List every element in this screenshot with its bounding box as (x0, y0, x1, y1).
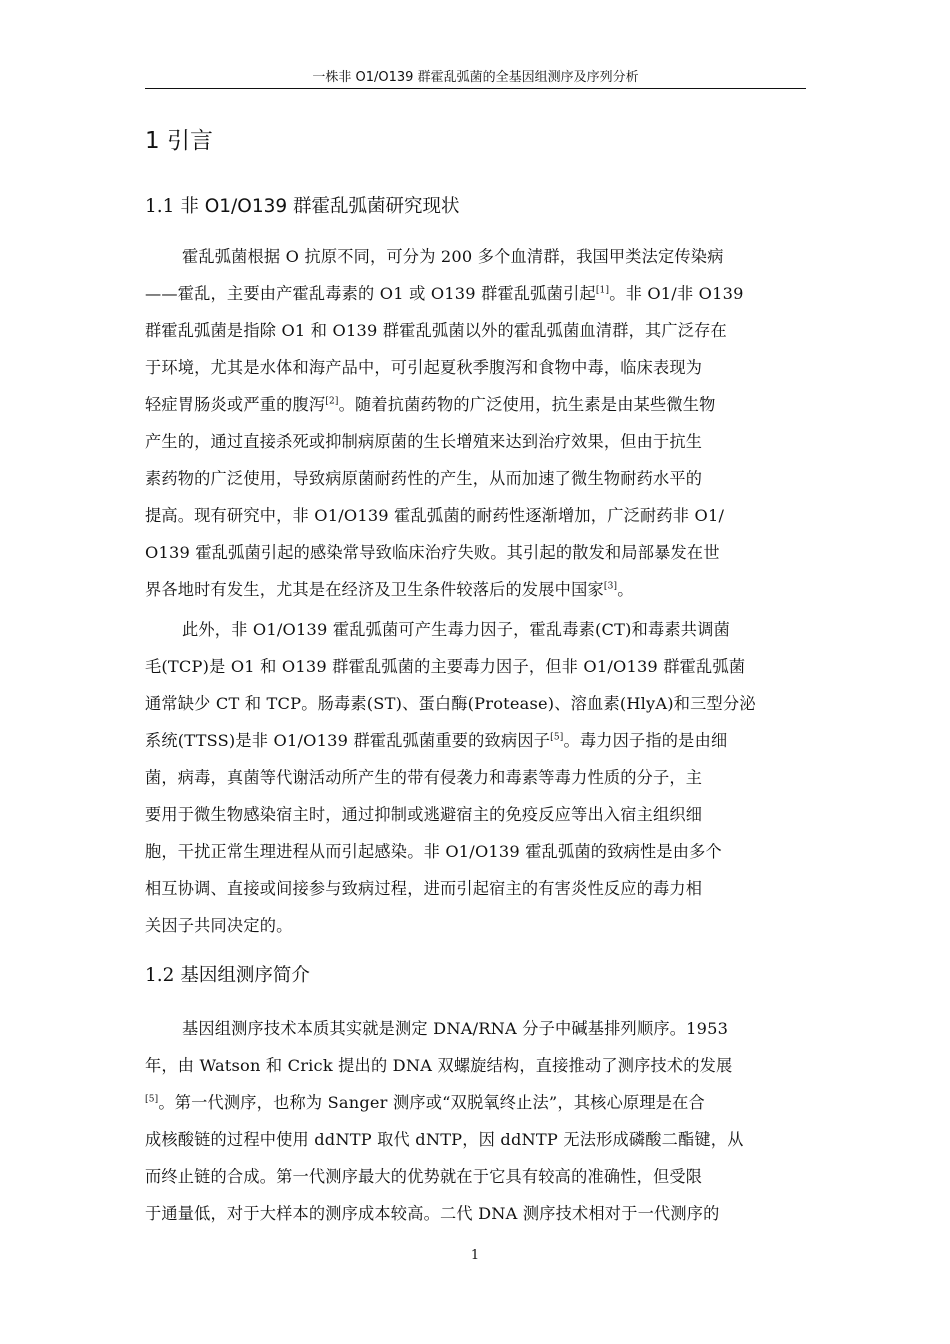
line-text: ——霍乱，主要由产霍乱毒素的 O1 或 O139 群霍乱弧菌引起 (145, 284, 596, 303)
line-text: 关因子共同决定的。 (145, 916, 293, 935)
paragraph-line (145, 349, 806, 386)
paragraph-line (145, 833, 806, 870)
line-text: 轻症胃肠炎或严重的腹泻 (145, 395, 326, 414)
line-text-after-ref: 。毒力因子指的是由细 (563, 731, 728, 750)
paragraph-line (145, 611, 806, 648)
paragraph-line (145, 685, 806, 722)
paragraph-line (145, 870, 806, 907)
paragraph-line (145, 648, 806, 685)
line-text: 提高。现有研究中，非 O1/O139 霍乱弧菌的耐药性逐渐增加，广泛耐药非 O1/ (145, 506, 725, 525)
header-rule (145, 88, 806, 89)
citation-ref: [1] (595, 285, 610, 296)
line-text: 界各地时有发生，尤其是在经济及卫生条件较落后的发展中国家 (145, 580, 604, 599)
line-text: 基因组测序技术本质其实就是测定 DNA/RNA 分子中碱基排列顺序。1953 (182, 1019, 729, 1038)
paragraph-line (145, 759, 806, 796)
paragraph-line (145, 1158, 806, 1195)
section-1-2-title: 基因组测序简介 (180, 965, 310, 986)
paragraph-line (145, 534, 806, 571)
paragraph-line (145, 497, 806, 534)
running-header: 一株非 O1/O139 群霍乱弧菌的全基因组测序及序列分析 (312, 70, 639, 85)
line-text: 相互协调、直接或间接参与致病过程，进而引起宿主的有害炎性反应的毒力相 (145, 879, 703, 898)
line-text: 而终止链的合成。第一代测序最大的优势就在于它具有较高的准确性，但受限 (145, 1167, 703, 1186)
line-text-after-ref: 。第一代测序，也称为 Sanger 测序或“双脱氧终止法”，其核心原理是在合 (158, 1093, 705, 1112)
paragraph-line (145, 796, 806, 833)
line-text-after-ref: 。随着抗菌药物的广泛使用，抗生素是由某些微生物 (338, 395, 716, 414)
line-text: 胞，干扰正常生理进程从而引起感染。非 O1/O139 霍乱弧菌的致病性是由多个 (145, 842, 722, 861)
line-text: O139 霍乱弧菌引起的感染常导致临床治疗失败。其引起的散发和局部暴发在世 (145, 543, 720, 562)
paragraph-line (145, 423, 806, 460)
line-text: 此外，非 O1/O139 霍乱弧菌可产生毒力因子，霍乱毒素(CT)和毒素共调菌 (182, 620, 730, 639)
paragraph-line (145, 1084, 806, 1121)
section-1-2-number: 1.2 (145, 965, 175, 986)
paragraph-line (145, 312, 806, 349)
paragraph-2 (145, 611, 806, 944)
line-text: 于环境，尤其是水体和海产品中，可引起夏秋季腹泻和食物中毒，临床表现为 (145, 358, 703, 377)
line-text: 年，由 Watson 和 Crick 提出的 DNA 双螺旋结构，直接推动了测序技术的发展 (145, 1056, 733, 1075)
paragraph-line (145, 386, 806, 423)
line-text: 群霍乱弧菌是指除 O1 和 O139 群霍乱弧菌以外的霍乱弧菌血清群，其广泛存在 (145, 321, 727, 340)
line-text: 素药物的广泛使用，导致病原菌耐药性的产生，从而加速了微生物耐药水平的 (145, 469, 703, 488)
paragraph-line (145, 1121, 806, 1158)
paragraph-line (145, 1047, 806, 1084)
paragraph-line (145, 275, 806, 312)
line-text: 成核酸链的过程中使用 ddNTP 取代 dNTP，因 ddNTP 无法形成磷酸二酯键，从 (145, 1130, 744, 1149)
line-text: 要用于微生物感染宿主时，通过抑制或逃避宿主的免疫反应等出入宿主组织细 (145, 805, 703, 824)
paragraph-line (145, 722, 806, 759)
line-text: 系统(TTSS)是非 O1/O139 群霍乱弧菌重要的致病因子 (145, 731, 551, 750)
citation-ref: [2] (325, 396, 339, 407)
section-1-1-title: 非 O1/O139 群霍乱弧菌研究现状 (180, 196, 460, 217)
citation-ref: [5] (550, 732, 564, 743)
line-text: 产生的，通过直接杀死或抑制病原菌的生长增殖来达到治疗效果，但由于抗生 (145, 432, 703, 451)
paragraph-3 (145, 1010, 806, 1232)
paragraph-line (145, 1195, 806, 1232)
citation-ref: [3] (603, 581, 618, 592)
line-text: 菌，病毒，真菌等代谢活动所产生的带有侵袭力和毒素等毒力性质的分子，主 (145, 768, 703, 787)
paragraph-1 (145, 238, 806, 608)
line-text-after-ref: 。 (617, 580, 634, 599)
section-1-1-heading (145, 194, 460, 220)
section-1-heading: 1 引言 (145, 128, 213, 154)
page-number: 1 (470, 1248, 480, 1263)
citation-ref: [5] (145, 1094, 159, 1105)
paragraph-line (145, 238, 806, 275)
paragraph-line (145, 907, 806, 944)
line-text: 毛(TCP)是 O1 和 O139 群霍乱弧菌的主要毒力因子，但非 O1/O139 群霍乱弧菌 (145, 657, 746, 676)
paragraph-line (145, 460, 806, 497)
line-text-after-ref: 。非 O1/非 O139 (609, 284, 744, 303)
paragraph-line (145, 1010, 806, 1047)
section-1-1-number: 1.1 (145, 196, 175, 217)
paragraph-line (145, 571, 806, 608)
line-text: 于通量低，对于大样本的测序成本较高。二代 DNA 测序技术相对于一代测序的 (145, 1204, 720, 1223)
line-text: 通常缺少 CT 和 TCP。肠毒素(ST)、蛋白酶(Protease)、溶血素(HlyA)和三型分泌 (145, 694, 756, 713)
section-1-2-heading (145, 963, 310, 989)
line-text: 霍乱弧菌根据 O 抗原不同，可分为 200 多个血清群，我国甲类法定传染病 (182, 247, 724, 266)
